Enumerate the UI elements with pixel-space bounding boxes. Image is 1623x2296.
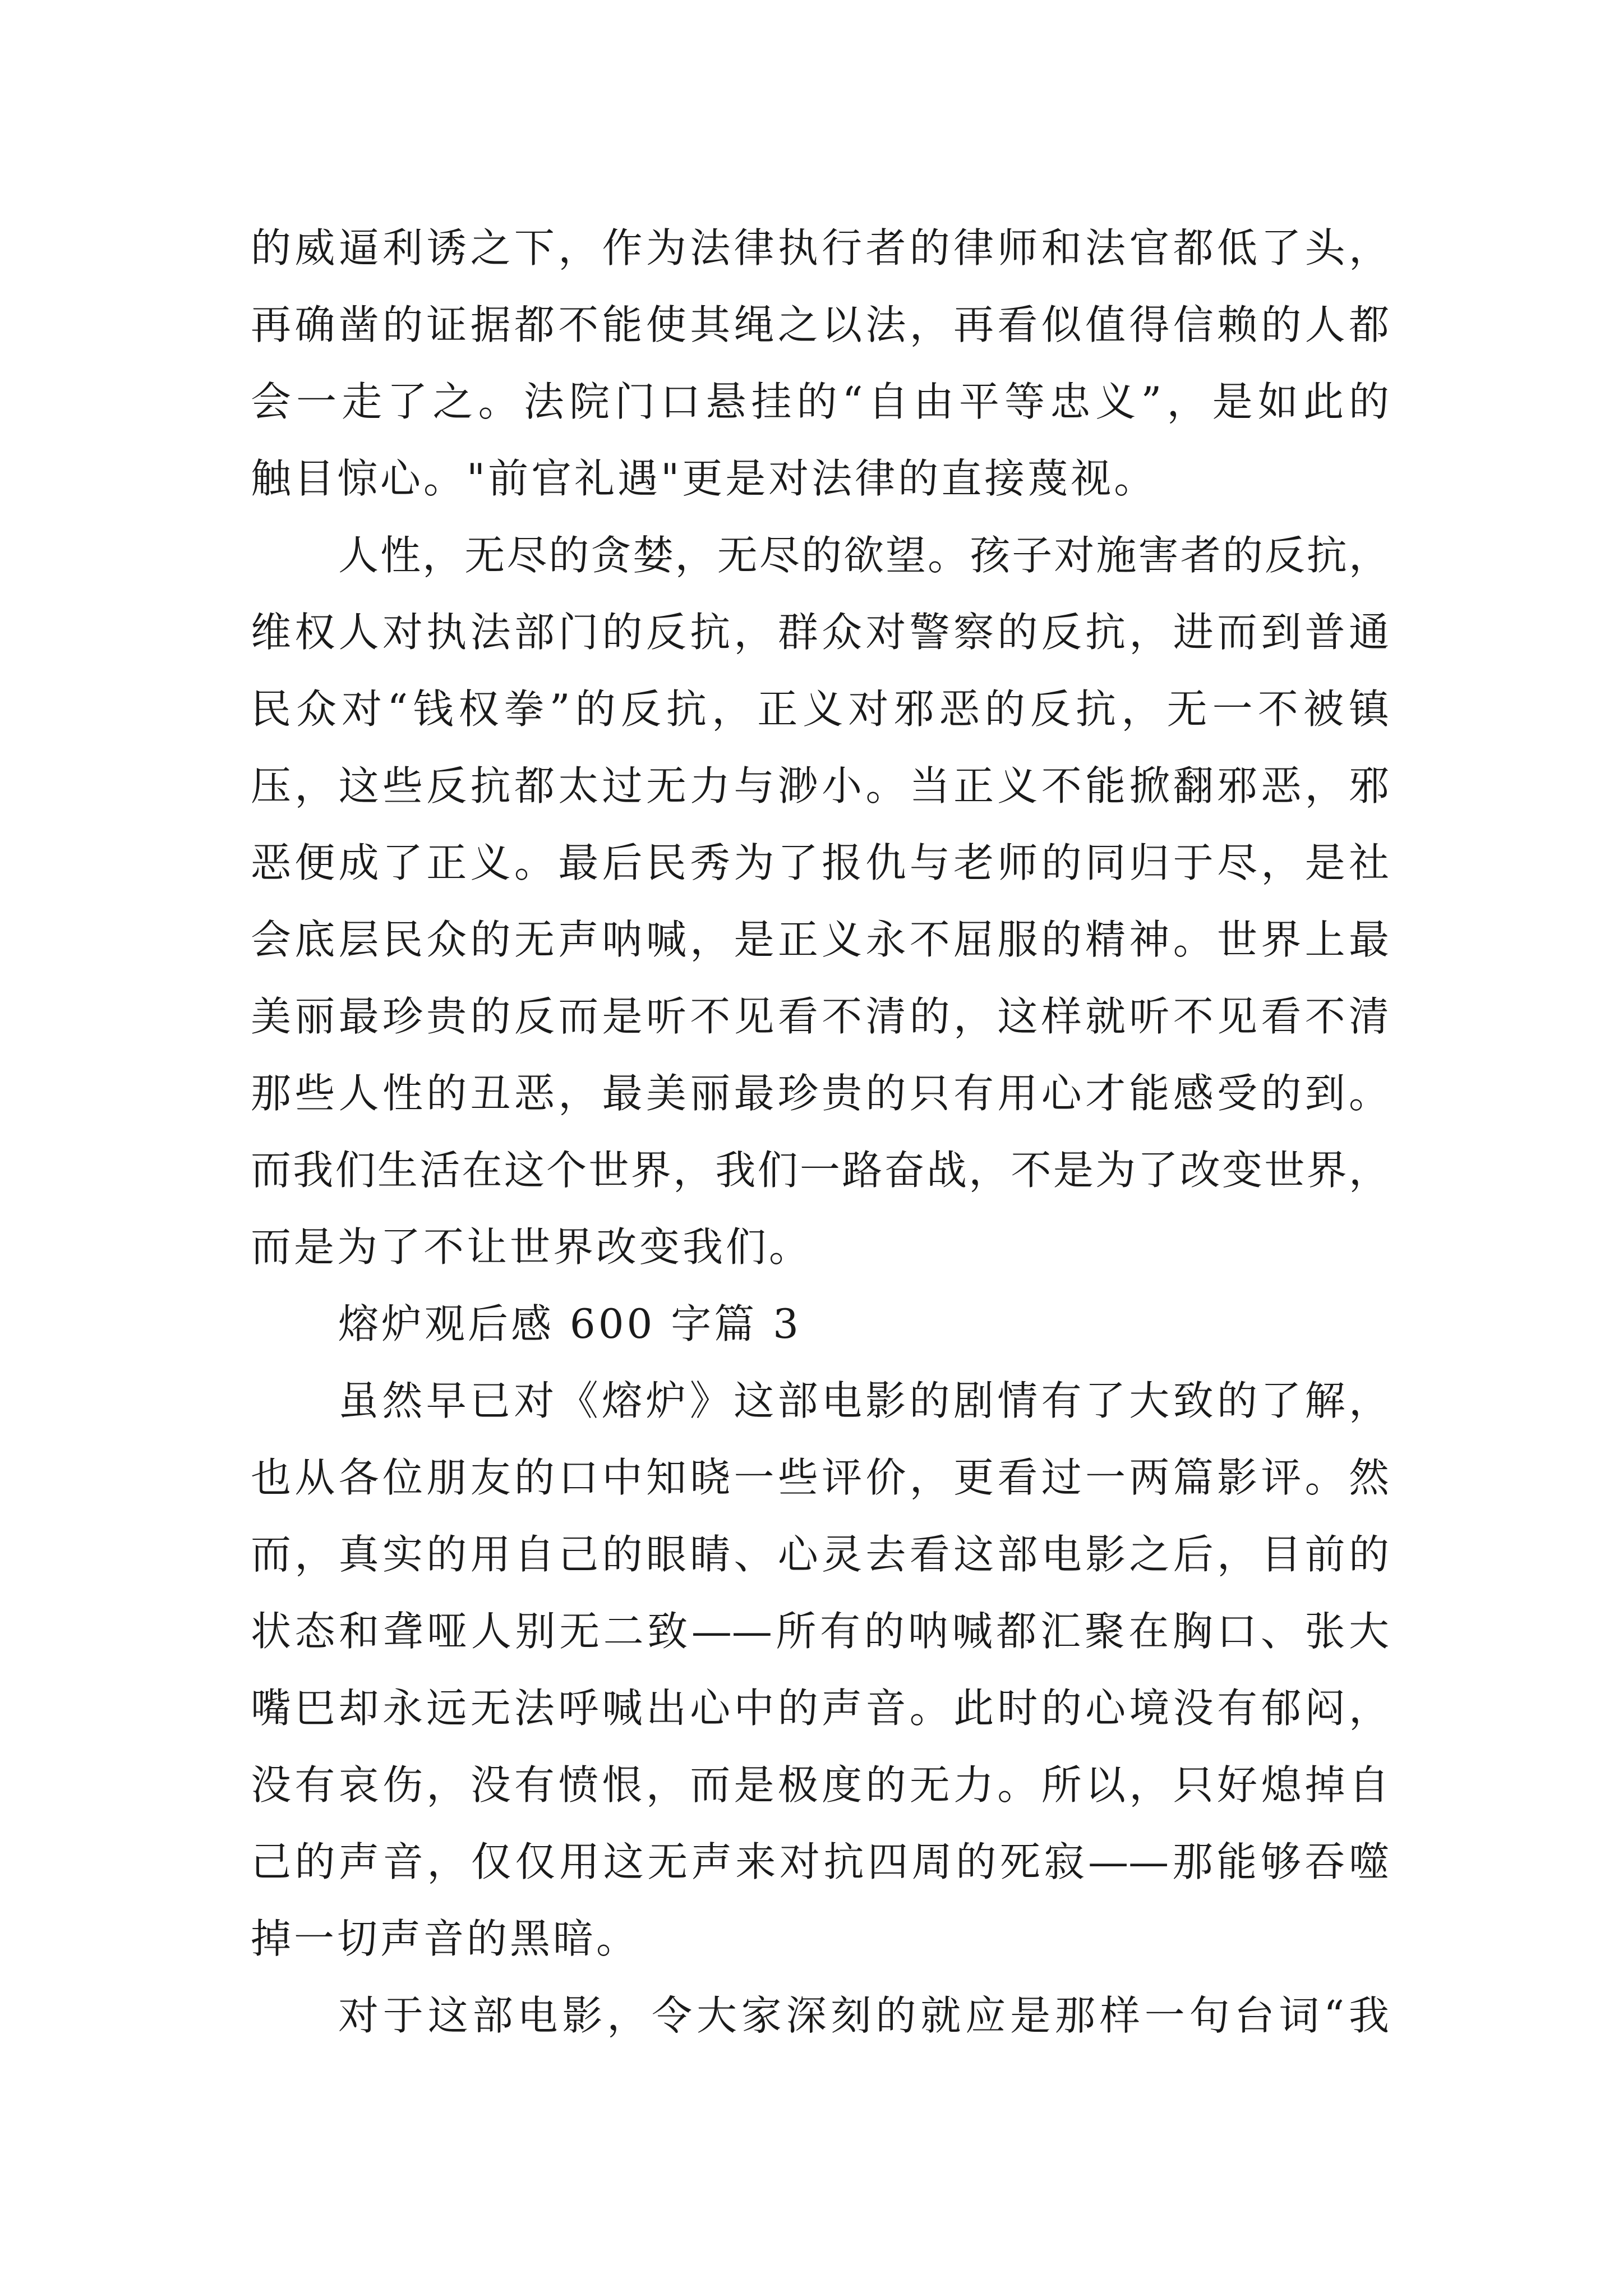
text-line: 那些人性的丑恶，最美丽最珍贵的只有用心才能感受的到。 [251,1070,1389,1117]
text-line: 而我们生活在这个世界，我们一路奋战，不是为了改变世界， [251,1147,1389,1194]
text-line: 状态和聋哑人别无二致——所有的呐喊都汇聚在胸口、张大 [251,1608,1389,1655]
text-line: 而是为了不让世界改变我们。 [251,1223,813,1271]
text-line: 会底层民众的无声呐喊，是正义永不屈服的精神。世界上最 [251,916,1389,963]
paragraph [251,517,1389,1286]
text-line: 压，这些反抗都太过无力与渺小。当正义不能掀翻邪恶，邪 [251,762,1389,809]
text-line: 己的声音，仅仅用这无声来对抗四周的死寂——那能够吞噬 [251,1838,1389,1885]
paragraph [251,210,1389,517]
text-line: 嘴巴却永远无法呼喊出心中的声音。此时的心境没有郁闷， [251,1685,1389,1732]
section-heading: 熔炉观后感 600 字篇 3 [338,1300,801,1347]
text-line: 民众对“钱权拳”的反抗，正义对邪恶的反抗，无一不被镇 [251,685,1389,733]
text-line: 掉一切声音的黑暗。 [251,1915,640,1962]
text-line: 没有哀伤，没有愤恨，而是极度的无力。所以，只好熄掉自 [251,1761,1389,1809]
text-line: 而，真实的用自己的眼睛、心灵去看这部电影之后，目前的 [251,1531,1389,1578]
text-line: 美丽最珍贵的反而是听不见看不清的，这样就听不见看不清 [251,993,1389,1040]
text-line: 也从各位朋友的口中知晓一些评价，更看过一两篇影评。然 [251,1454,1389,1501]
paragraph [251,1363,1389,1977]
paragraph [251,1977,1389,2054]
text-line: 维权人对执法部门的反抗，群众对警察的反抗，进而到普通 [251,609,1389,656]
text-line: 人性，无尽的贪婪，无尽的欲望。孩子对施害者的反抗， [338,532,1389,579]
text-line: 的威逼利诱之下，作为法律执行者的律师和法官都低了头， [251,224,1389,272]
text-line: 虽然早已对《熔炉》这部电影的剧情有了大致的了解， [338,1377,1389,1424]
text-line: 触目惊心。"前官礼遇"更是对法律的直接蔑视。 [251,455,1158,502]
text-line: 恶便成了正义。最后民秀为了报仇与老师的同归于尽，是社 [251,839,1389,886]
text-line: 会一走了之。法院门口悬挂的“自由平等忠义”，是如此的 [251,378,1389,425]
text-line: 对于这部电影，令大家深刻的就应是那样一句台词“我 [338,1992,1389,2039]
text-line: 再确凿的证据都不能使其绳之以法，再看似值得信赖的人都 [251,301,1389,348]
document-body [251,210,1389,2054]
